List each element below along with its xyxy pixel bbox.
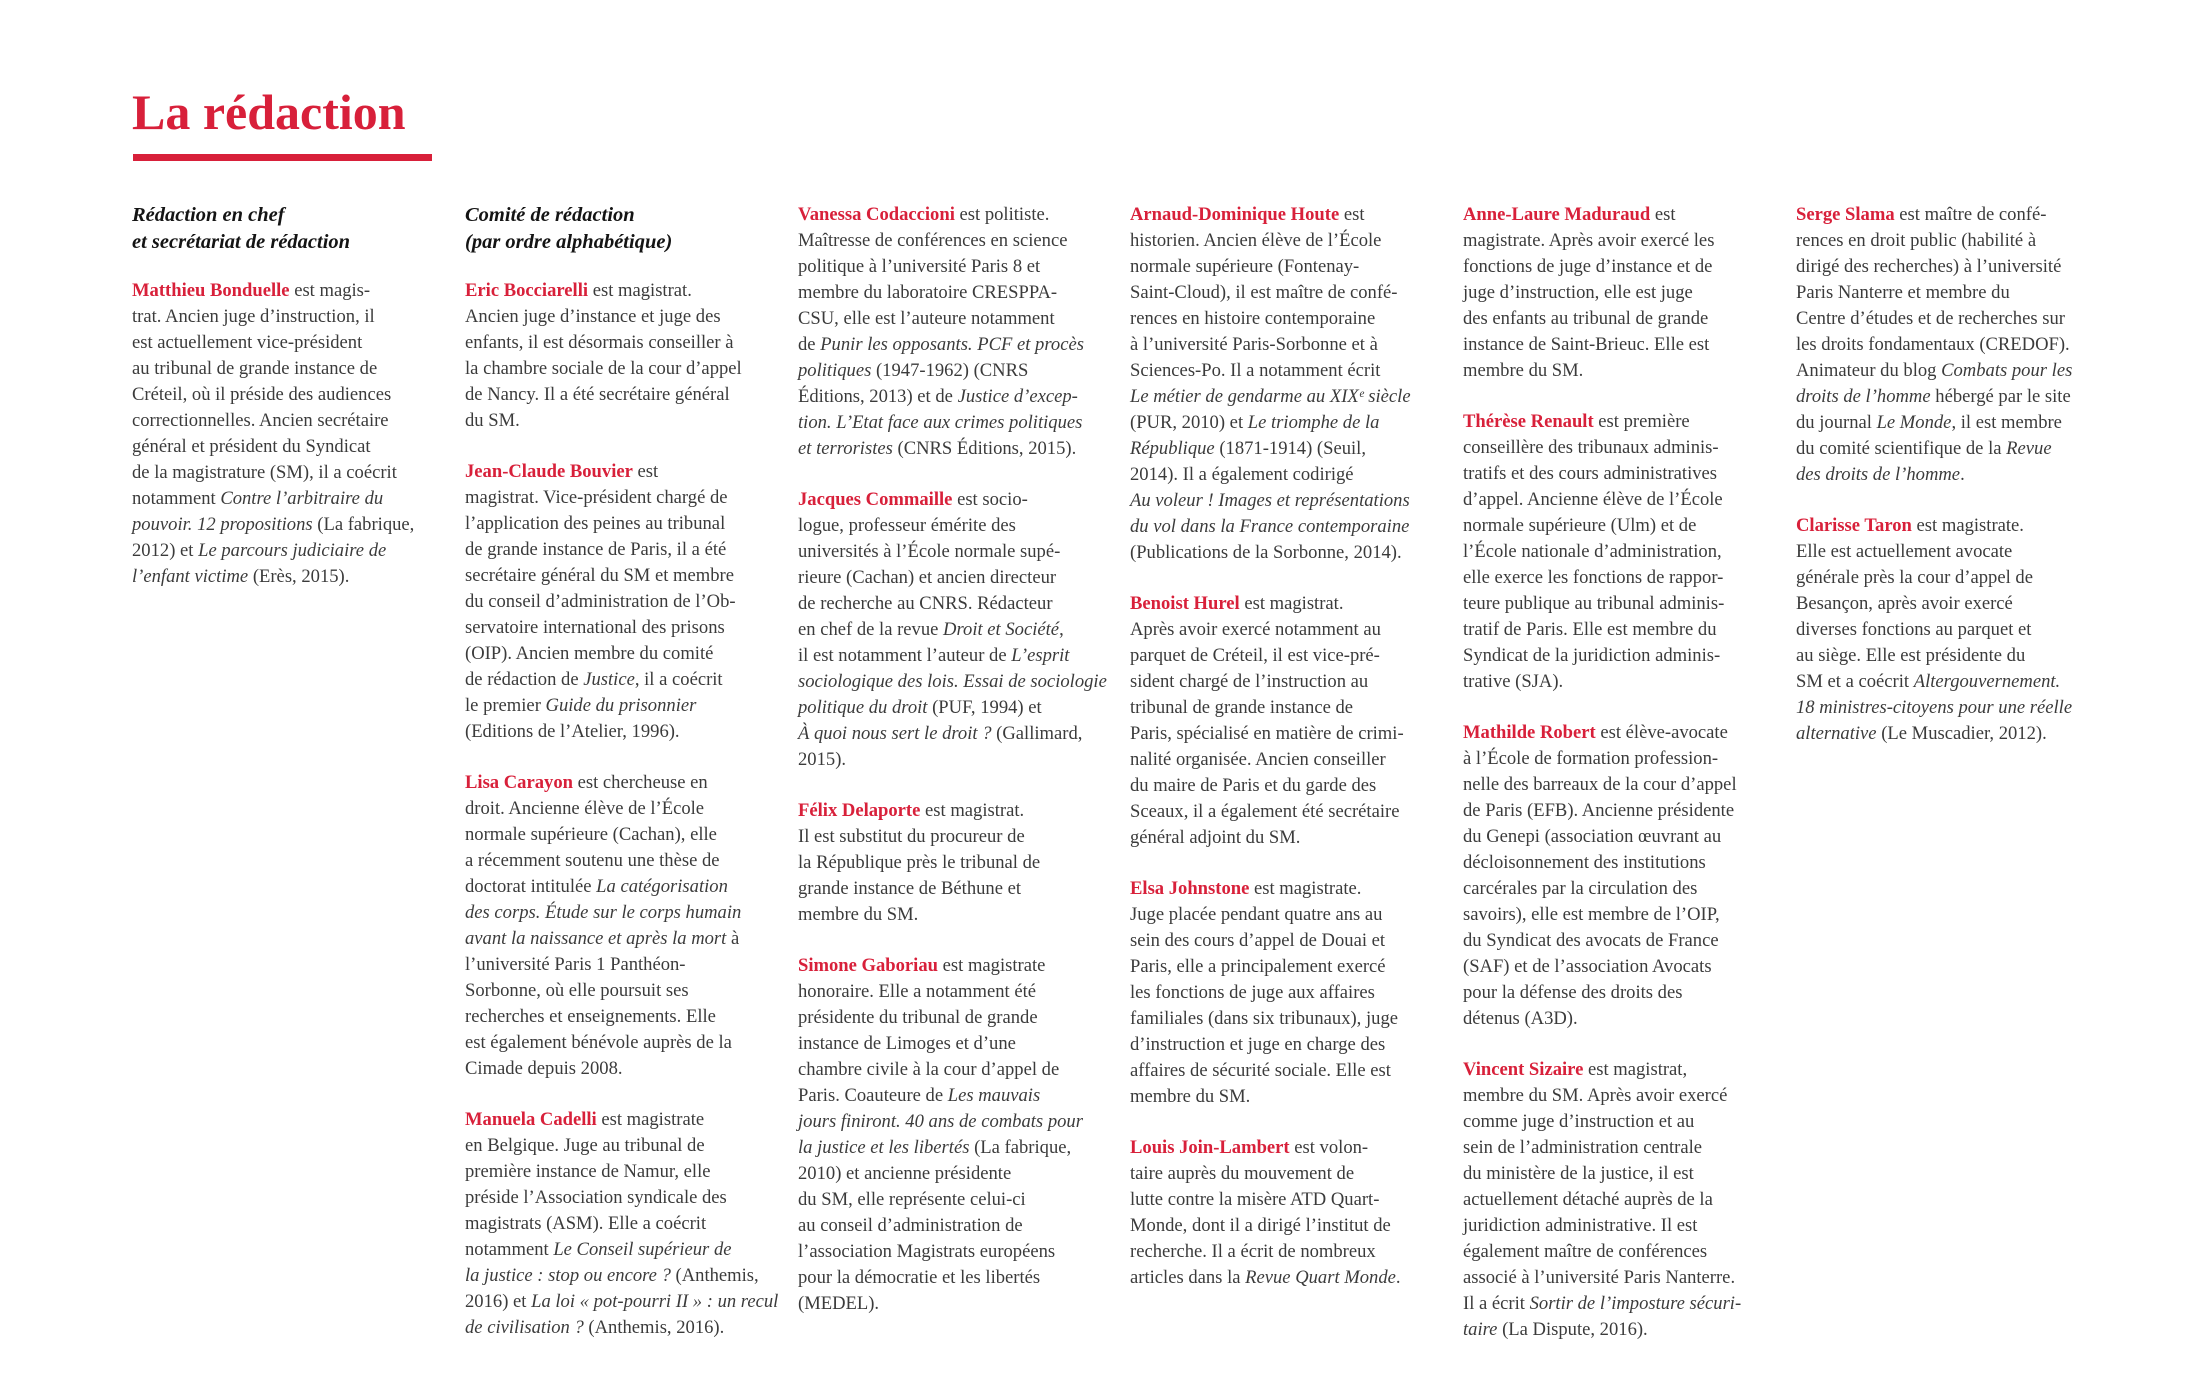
member-entry [798,487,1118,773]
publication-title: Guide du prisonnier [545,695,697,716]
bio-text: , il a coécrit le premier [465,669,723,716]
column-4 [1130,202,1450,1316]
publication-title: Le Monde [1876,412,1952,433]
member-entry [465,278,785,434]
member-entry [1796,513,2116,747]
bio-text: est magistrat, membre du SM. Après avoir exercé comme juge d’instruction et au sein de l’administration centrale du ministère de la justice, il est actuellement détaché auprès de la juridiction administrative. Il est également maître de conférences associé à l’université Paris Nanterre. Il a écrit [1463,1059,1736,1314]
bio-text: . [1960,464,1965,485]
bio-text: (1947-1962) (CNRS Éditions, 2013) et de [798,360,1029,407]
bio-text: est magistrate honoraire. Elle a notamment été présidente du tribunal de grande instance de Limoges et d’une chambre civile à la cour d’appel de Paris. Coauteure de [798,955,1060,1106]
bio-text: (Le Muscadier, 2012). [1876,723,2047,744]
publication-title: Le parcours judiciaire de l’enfant victime [132,540,387,587]
bio-text: est magistrate en Belgique. Juge au tribunal de première instance de Namur, elle préside l’Association syndicale des magistrats (ASM). Elle a coécrit notamment [465,1109,727,1260]
publication-title: Le triomphe de la République [1130,412,1380,459]
publication-title: À quoi nous sert le droit ? [798,723,992,744]
bio-text: à l’université Paris 1 Panthéon- Sorbonne, où elle poursuit ses recherches et enseignements. Elle est également bénévole auprès de la Cimade depuis 2008. [465,928,740,1079]
member-entry [465,459,785,745]
publication-title: Au voleur ! Images et représentations du vol dans la France contemporaine [1130,490,1410,537]
publication-title: La catégorisation des corps. Étude sur le corps humain avant la naissance et après la mort [465,876,742,949]
column-heading [465,202,785,256]
publication-title: Punir les opposants. PCF et procès politiques [798,334,1084,381]
bio-text: est magistrat. Vice-président chargé de l’application des peines au tribunal de grande instance de Paris, il a été secrétaire général du SM et membre du conseil d’administration de l’Ob- servatoire international des prisons (OIP). Ancien membre du comité de rédaction de [465,461,736,690]
bio-text: (La fabrique, 2010) et ancienne présidente du SM, elle représente celui-ci au conseil d’administration de l’association Magistrats européens pour la démocratie et les libertés (MEDEL). [798,1137,1072,1314]
member-name: Serge Slama [1796,204,1895,225]
bio-text: est historien. Ancien élève de l’École normale supérieure (Fontenay- Saint-Cloud), il est maître de confé- rences en histoire contemporaine à l’université Paris-Sorbonne et à Sciences-Po. Il a notamment écrit [1130,204,1398,381]
bio-text: (Gallimard, 2015). [798,723,1083,770]
member-name: Eric Bocciarelli [465,280,589,301]
member-entry [1130,876,1450,1110]
member-name: Mathilde Robert [1463,722,1596,743]
editorial-columns [132,202,2092,1372]
publication-title: L’esprit sociologique des lois. Essai de sociologie politique du droit [798,645,1107,718]
bio-text: (Publications de la Sorbonne, 2014). [1130,542,1402,563]
bio-text: est magistrat. Après avoir exercé notamment au parquet de Créteil, il est vice-pré- sident chargé de l’instruction au tribunal de grande instance de Paris, spécialisé en matière de crimi- nalité organisée. Ancien conseiller du maire de Paris et du garde des Sceaux, il a également été secrétaire général adjoint du SM. [1130,593,1404,848]
member-name: Manuela Cadelli [465,1109,597,1130]
column-heading [132,202,452,256]
bio-text: est maître de confé- rences en droit public (habilité à dirigé des recherches) à l’université Paris Nanterre et membre du Centre d’études et de recherches sur les droits fondamentaux (CREDOF). Animateur du blog [1796,204,2070,381]
title-underline [133,154,432,161]
member-entry [798,953,1118,1317]
bio-text: (1871-1914) (Seuil, 2014). Il a également codirigé [1130,438,1366,485]
member-name: Elsa Johnstone [1130,878,1250,899]
bio-text: est magistrat. Il est substitut du procureur de la République près le tribunal de grande instance de Béthune et membre du SM. [798,800,1041,925]
publication-title: Altergouvernement. 18 ministres-citoyens pour une réelle alternative [1796,671,2073,744]
member-entry [465,1107,785,1341]
bio-text: (PUF, 1994) et [932,697,1042,718]
bio-text: est magistrat. Ancien juge d’instance et juge des enfants, il est désormais conseiller à la chambre sociale de la cour d’appel de Nancy. Il a été secrétaire général du SM. [465,280,742,431]
column-6 [1796,202,2116,772]
member-entry [798,798,1118,928]
publication-title: Combats pour les droits de l’homme [1796,360,2073,407]
member-name: Thérèse Renault [1463,411,1594,432]
column-heading-line: et secrétariat de rédaction [132,231,351,253]
column-1 [132,202,452,615]
bio-text: est chercheuse en droit. Ancienne élève de l’École normale supérieure (Cachan), elle a récemment soutenu une thèse de doctorat intitulée [465,772,720,897]
member-name: Jean-Claude Bouvier [465,461,633,482]
bio-text: est élève-avocate à l’École de formation profession- nelle des barreaux de la cour d’appel de Paris (EFB). Ancienne présidente du Genepi (association œuvrant au décloisonnement des institutions carcérales par la circulation des savoirs), elle est membre de l’OIP, du Syndicat des avocats de France (SAF) et de l’association Avocats pour la défense des droits des détenus (A3D). [1463,722,1737,1029]
publication-title: Justice [583,669,635,690]
publication-title: Justice d’excep- tion. L’Etat face aux crimes politiques et terroristes [798,386,1083,459]
member-name: Clarisse Taron [1796,515,1912,536]
member-entry [798,202,1118,462]
bio-text: est socio- logue, professeur émérite des universités à l’École normale supé- rieure (Cachan) et ancien directeur de recherche au CNRS. Rédacteur en chef de la revue [798,489,1061,640]
member-entry [132,278,452,590]
bio-text: (Anthemis, 2016). [583,1317,725,1338]
column-heading-line: Rédaction en chef [132,204,285,226]
member-name: Vincent Sizaire [1463,1059,1584,1080]
publication-title: Droit et Société [943,619,1060,640]
bio-text: (La fabrique, 2012) et [132,514,415,561]
bio-text: est magistrate. Après avoir exercé les fonctions de juge d’instance et de juge d’instruction, elle est juge des enfants au tribunal de grande instance de Saint-Brieuc. Elle est membre du SM. [1463,204,1715,381]
column-3 [798,202,1118,1342]
member-entry [465,770,785,1082]
bio-text: hébergé par le site du journal [1796,386,2071,433]
publication-title: Le Conseil supérieur de la justice : stop ou encore ? [465,1239,732,1286]
member-entry [1130,1135,1450,1291]
member-name: Félix Delaporte [798,800,921,821]
member-name: Simone Gaboriau [798,955,938,976]
bio-text: (Editions de l’Atelier, 1996). [465,721,680,742]
member-entry [1130,202,1450,566]
bio-text: est magis- trat. Ancien juge d’instruction, il est actuellement vice-président au tribunal de grande instance de Créteil, où il préside des audiences correctionnelles. Ancien secrétaire général et président du Syndicat de la magistrature (SM), il a coécrit notamment [132,280,397,509]
bio-text: (CNRS Éditions, 2015). [892,438,1077,459]
member-name: Benoist Hurel [1130,593,1240,614]
member-name: Louis Join-Lambert [1130,1137,1290,1158]
member-name: Matthieu Bonduelle [132,280,290,301]
bio-text: est volon- taire auprès du mouvement de lutte contre la misère ATD Quart- Monde, dont il a dirigé l’institut de recherche. Il a écrit de nombreux articles dans la [1130,1137,1391,1288]
publication-title: Contre l’arbitraire du pouvoir. 12 propositions [132,488,384,535]
member-name: Vanessa Codaccioni [798,204,955,225]
bio-text: est première conseillère des tribunaux adminis- tratifs et des cours administratives d’appel. Ancienne élève de l’École normale supérieure (Ulm) et de l’École nationale d’administration, elle exerce les fonctions de rappor- teure publique au tribunal adminis- tratif de Paris. Elle est membre du Syndicat de la juridiction adminis- trative (SJA). [1463,411,1725,692]
member-name: Lisa Carayon [465,772,573,793]
column-5 [1463,202,1783,1368]
column-2 [465,202,785,1366]
publication-title: Les mauvais jours finiront. 40 ans de combats pour la justice et les libertés [798,1085,1083,1158]
member-entry [1463,409,1783,695]
member-name: Jacques Commaille [798,489,953,510]
column-heading-line: (par ordre alphabétique) [465,231,673,253]
member-name: Arnaud-Dominique Houte [1130,204,1340,225]
column-heading-line: Comité de rédaction [465,204,635,226]
bio-text: . [1395,1267,1401,1288]
member-entry [1463,1057,1783,1343]
bio-text: est magistrate. Juge placée pendant quatre ans au sein des cours d’appel de Douai et Paris, elle a principalement exercé les fonctions de juge aux affaires familiales (dans six tribunaux), juge d’instruction et juge en charge des affaires de sécurité sociale. Elle est membre du SM. [1130,878,1398,1107]
bio-text: , il est membre du comité scientifique de la [1796,412,2062,459]
member-entry [1130,591,1450,851]
member-entry [1796,202,2116,488]
publication-title: Sortir de l’imposture sécuri- taire [1463,1293,1742,1340]
bio-text: est magistrate. Elle est actuellement avocate générale près la cour d’appel de Besançon, après avoir exercé diverses fonctions au parquet et au siège. Elle est présidente du SM et a coécrit [1796,515,2033,692]
bio-text: (Anthemis, 2016) et [465,1265,759,1312]
member-name: Anne-Laure Maduraud [1463,204,1651,225]
publication-title: La loi « pot-pourri II » : un recul de civilisation ? [465,1291,779,1338]
bio-text: (Erès, 2015). [248,566,350,587]
bio-text: (La Dispute, 2016). [1497,1319,1648,1340]
publication-title: Le métier de gendarme au XIXᵉ siècle [1130,386,1411,407]
bio-text: est politiste. Maîtresse de conférences en science politique à l’université Paris 8 et membre du laboratoire CRESPPA- CSU, elle est l’auteure notamment de [798,204,1068,355]
publication-title: Revue Quart Monde [1245,1267,1396,1288]
bio-text: (PUR, 2010) et [1130,412,1244,433]
member-entry [1463,202,1783,384]
page-title: La rédaction [132,84,406,140]
publication-title: Revue des droits de l’homme [1796,438,2052,485]
member-entry [1463,720,1783,1032]
bio-text: , il est notamment l’auteur de [798,619,1064,666]
